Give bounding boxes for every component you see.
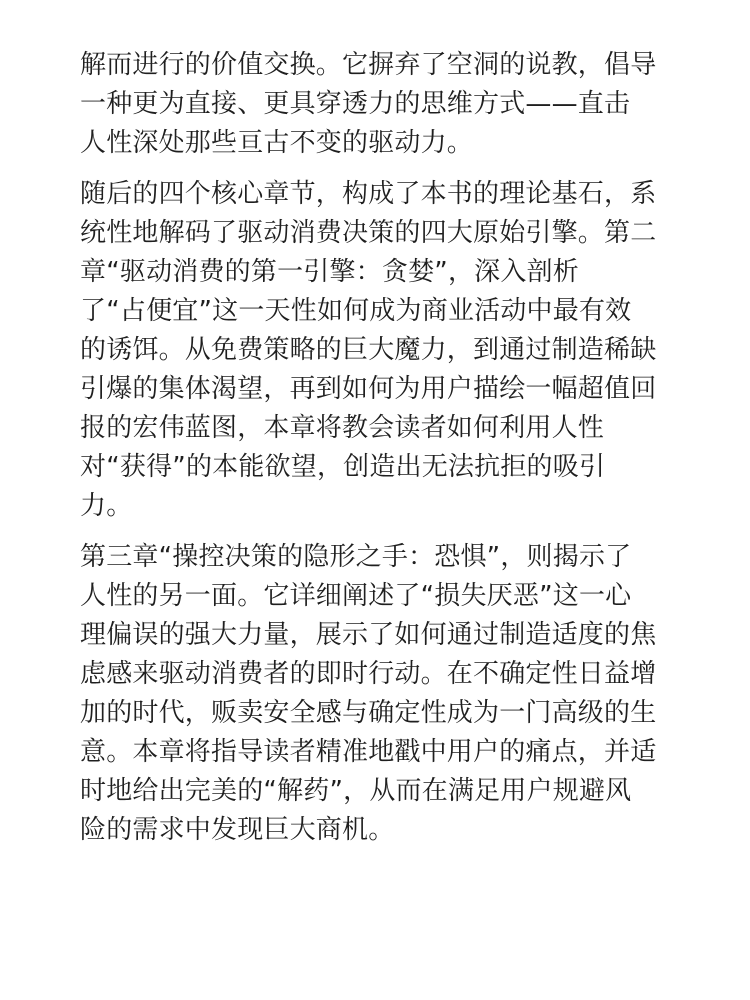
text-line: 人性的另一面。它详细阐述了“损失厌恶”这一心	[80, 581, 632, 611]
text-line: 统性地解码了驱动消费决策的四大原始引擎。第二	[80, 218, 657, 248]
text-line: 的诱饵。从免费策略的巨大魔力，到通过制造稀缺	[80, 335, 657, 365]
text-line: 引爆的集体渴望，再到如何为用户描绘一幅超值回	[80, 374, 657, 404]
text-line: 章“驱动消费的第一引擎：贪婪”，深入剖析	[80, 257, 579, 287]
text-line: 意。本章将指导读者精准地戳中用户的痛点，并适	[80, 737, 657, 767]
paragraph-1	[80, 46, 670, 163]
paragraph-2	[80, 175, 670, 526]
text-line: 随后的四个核心章节，构成了本书的理论基石，系	[80, 179, 657, 209]
document-page	[80, 46, 670, 862]
text-line: 一种更为直接、更具穿透力的思维方式——直击	[80, 89, 631, 119]
paragraph-3	[80, 538, 670, 850]
text-line: 报的宏伟蓝图，本章将教会读者如何利用人性	[80, 413, 605, 443]
text-line: 解而进行的价值交换。它摒弃了空洞的说教，倡导	[80, 50, 657, 80]
text-line: 时地给出完美的“解药”，从而在满足用户规避风	[80, 776, 632, 806]
text-line: 了“占便宜”这一天性如何成为商业活动中最有效	[80, 296, 632, 326]
text-line: 对“获得”的本能欲望，创造出无法抗拒的吸引	[80, 452, 606, 482]
text-line: 第三章“操控决策的隐形之手：恐惧”，则揭示了	[80, 542, 632, 572]
text-line: 虑感来驱动消费者的即时行动。在不确定性日益增	[80, 659, 657, 689]
text-line: 理偏误的强大力量，展示了如何通过制造适度的焦	[80, 620, 657, 650]
text-line: 力。	[80, 491, 133, 521]
text-line: 险的需求中发现巨大商机。	[80, 815, 395, 845]
text-line: 加的时代，贩卖安全感与确定性成为一门高级的生	[80, 698, 657, 728]
text-line: 人性深处那些亘古不变的驱动力。	[80, 128, 474, 158]
